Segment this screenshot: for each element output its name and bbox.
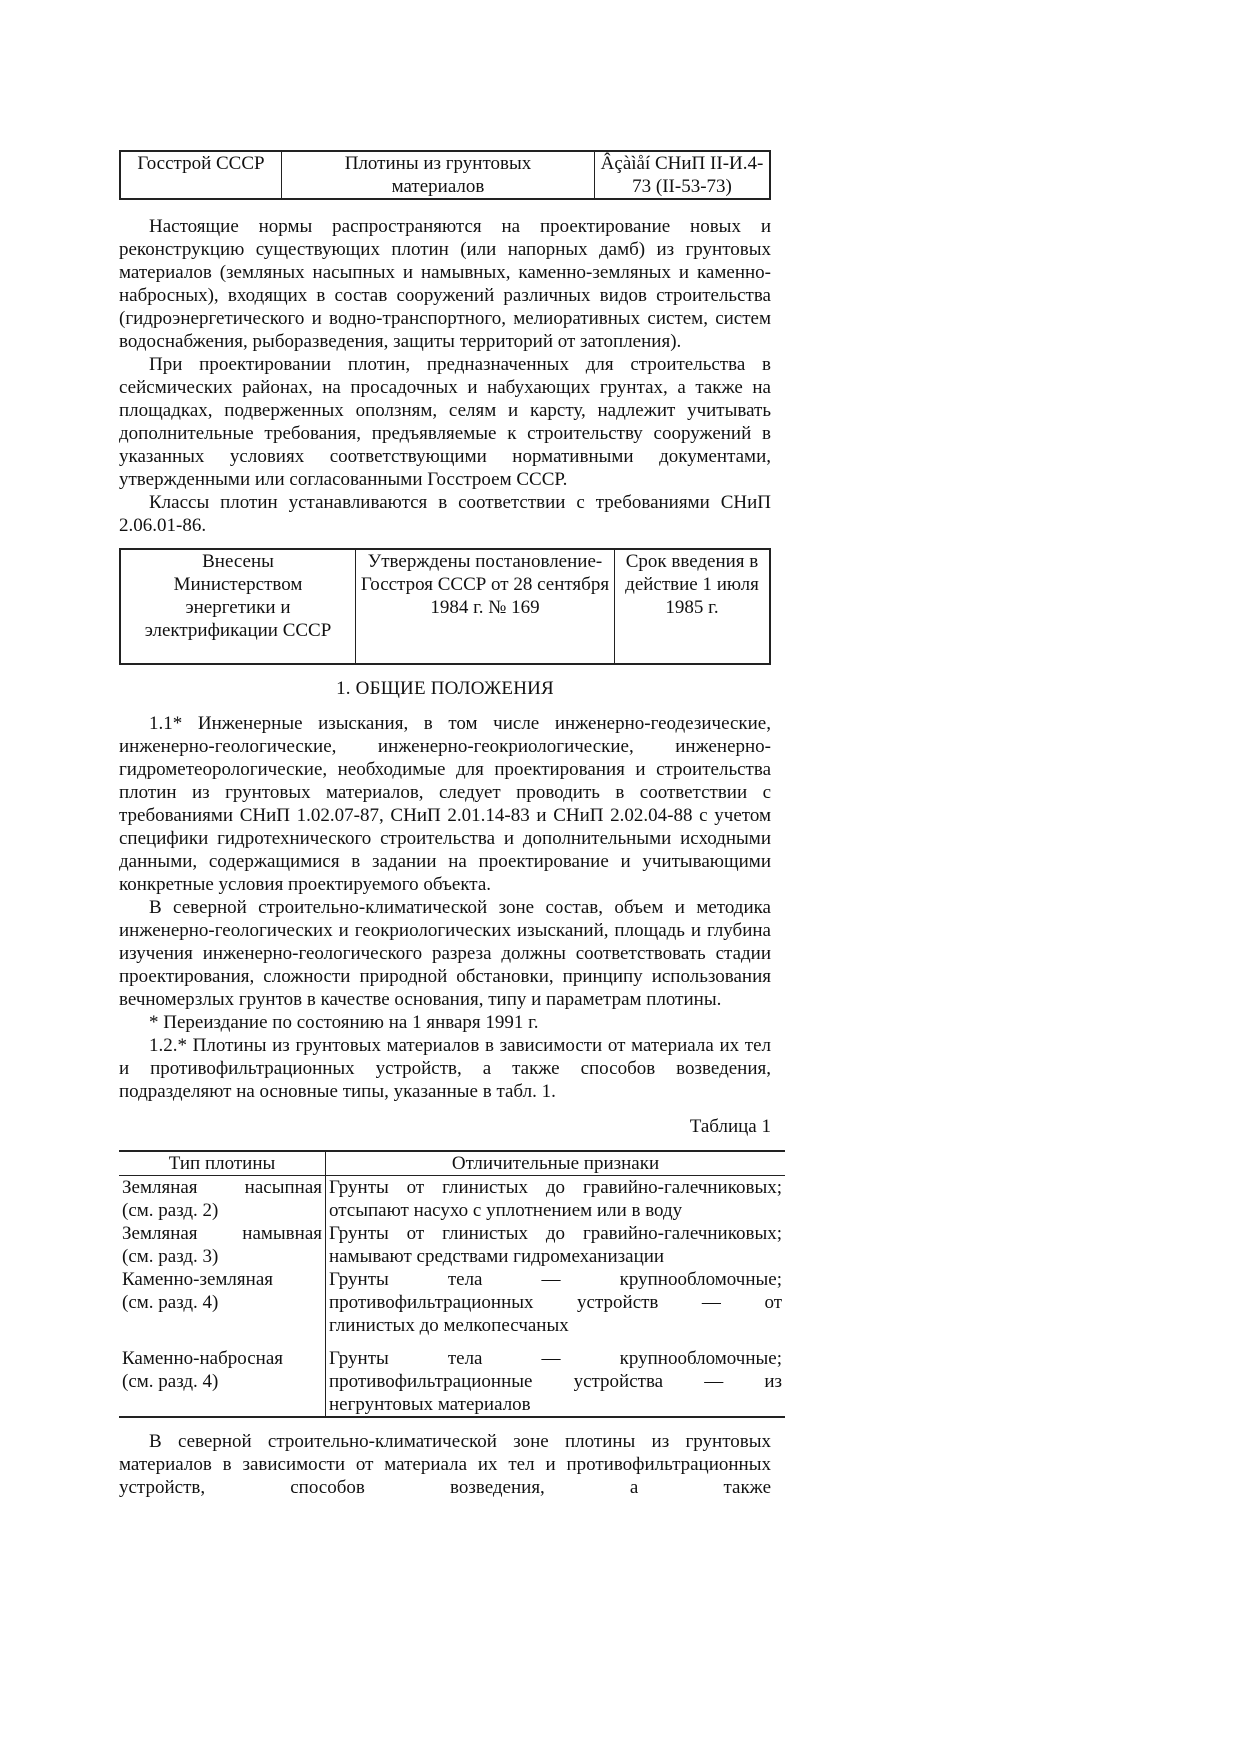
feature-line: отсыпают насухо с уплотнением или в воду [329, 1200, 683, 1221]
feature-line: противофильтрационные устройства — из [329, 1371, 782, 1392]
intro-block [119, 215, 771, 537]
feature-line: намывают средствами гидромеханизации [329, 1246, 665, 1267]
feature-line: негрунтовых материалов [329, 1394, 531, 1415]
column-header-features: Отличительные признаки [326, 1151, 786, 1176]
section-ref: (см. разд. 3) [122, 1246, 219, 1267]
reissue-footnote: * Переиздание по состоянию на 1 января 1991 г. [149, 1012, 539, 1033]
section-ref: (см. разд. 2) [122, 1200, 219, 1221]
dam-types-table [119, 1150, 785, 1418]
table-row [119, 1337, 785, 1417]
section-title: 1. ОБЩИЕ ПОЛОЖЕНИЯ [336, 678, 554, 699]
feature-line: Грунты тела — крупнообломочные; [329, 1348, 782, 1369]
intro-paragraph: Классы плотин устанавливаются в соответствии с требованиями СНиП 2.06.01-86. [119, 492, 771, 536]
section-ref: (см. разд. 4) [122, 1292, 219, 1313]
effective-date: Срок введения в действие 1 июля 1985 г. [615, 549, 771, 664]
dam-type: Каменно-земляная [122, 1269, 273, 1290]
paragraph-north-zone: В северной строительно-климатической зоне состав, объем и методика инженерно-геологических и геокриологических изысканий, площадь и глубина изучения инженерно-геологического разреза должны соответствовать стадии проектирования, сложности природной обстановки, принципу использования вечномерзлых грунтов в качестве основания, типу и параметрам плотины. [119, 897, 771, 1010]
issuing-organization: Госстрой СССР [120, 151, 282, 199]
document-code: Âçàìåí СНиП II-И.4-73 (II-53-73) [595, 151, 771, 199]
feature-line: Грунты от глинистых до гравийно-галечниковых; [329, 1177, 782, 1198]
table-row [119, 1268, 785, 1337]
approval-table [119, 548, 771, 665]
table-row [119, 1176, 785, 1223]
approved-by: Утверждены постановление-Госстроя СССР от 28 сентября 1984 г. № 169 [356, 549, 615, 664]
intro-paragraph: При проектировании плотин, предназначенных для строительства в сейсмических районах, на просадочных и набухающих грунтах, а также на площадках, подверженных оползням, селям и карсту, надлежит учитывать дополнительные требования, предъявляемые к строительству сооружений в указанных условиях соответствующими нормативными документами, утвержденными или согласованными Госстроем СССР. [119, 354, 771, 490]
document-title: Плотины из грунтовых материалов [282, 151, 595, 199]
table-caption: Таблица 1 [689, 1116, 771, 1137]
paragraph-1-2: 1.2.* Плотины из грунтовых материалов в зависимости от материала их тел и противофильтрационных устройств, а также способов возведения, подразделяют на основные типы, указанные в табл. 1. [119, 1035, 771, 1102]
paragraph-1-1: 1.1* Инженерные изыскания, в том числе инженерно-геодезические, инженерно-геологические, инженерно-геокриологические, инженерно-гидрометеорологические, необходимые для проектирования и строительства плотин из грунтовых материалов, следует проводить в соответствии с требованиями СНиП 1.02.07-87, СНиП 2.01.14-83 и СНиП 2.02.04-88 с учетом специфики гидротехнического строительства и дополнительными исходными данными, содержащимися в задании на проектирование и учитывающими конкретные условия проектируемого объекта. [119, 713, 771, 895]
feature-line: глинистых до мелкопесчаных [329, 1315, 569, 1336]
column-header-type: Тип плотины [119, 1151, 326, 1176]
dam-type: Каменно-набросная [122, 1348, 283, 1369]
document-page [119, 150, 782, 1499]
dam-type: Земляная насыпная [122, 1177, 322, 1198]
document-header-table [119, 150, 771, 200]
feature-line: противофильтрационных устройств — от [329, 1292, 782, 1313]
closing-paragraph: В северной строительно-климатической зоне плотины из грунтовых материалов в зависимости от материала их тел и противофильтрационных устройств, способов возведения, а также [119, 1431, 771, 1498]
dam-type: Земляная намывная [122, 1223, 322, 1244]
intro-paragraph: Настоящие нормы распространяются на проектирование новых и реконструкцию существующих плотин (или напорных дамб) из грунтовых материалов (земляных насыпных и намывных, каменно-земляных и каменно-набросных), входящих в состав сооружений различных видов строительства (гидроэнергетического и водно-транспортного, мелиоративных систем, систем водоснабжения, рыборазведения, защиты территорий от затопления). [119, 216, 771, 352]
introduced-by: Внесены Министерством энергетики и электрификации СССР [120, 549, 356, 664]
section-ref: (см. разд. 4) [122, 1371, 219, 1392]
feature-line: Грунты от глинистых до гравийно-галечниковых; [329, 1223, 782, 1244]
feature-line: Грунты тела — крупнообломочные; [329, 1269, 782, 1290]
table-row [119, 1222, 785, 1268]
